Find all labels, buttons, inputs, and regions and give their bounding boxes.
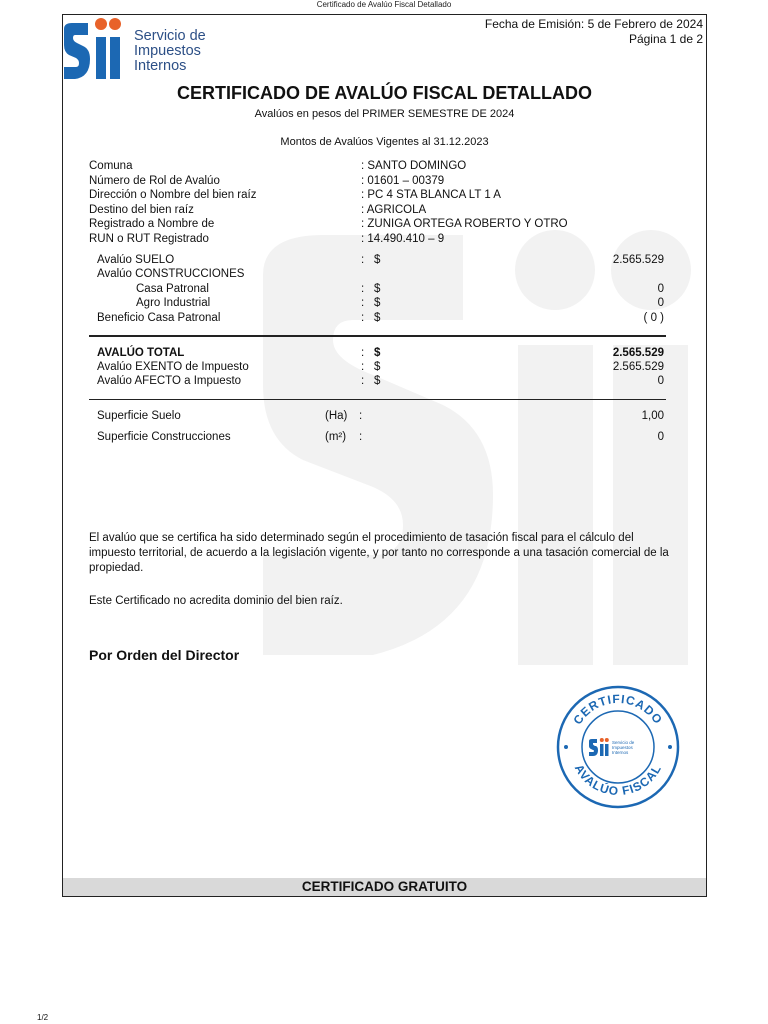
svg-text:AVALÚO FISCAL — [572, 762, 665, 798]
page-number: 1/2 — [37, 1013, 49, 1022]
stamp-inner-3: Internos — [612, 750, 629, 755]
certificate-title: CERTIFICADO DE AVALÚO FISCAL DETALLADO — [177, 83, 592, 103]
colon: : — [361, 254, 365, 266]
agro-industrial-value: 0 — [657, 297, 664, 309]
casa-patronal-label: Casa Patronal — [136, 283, 209, 295]
agro-industrial-label: Agro Industrial — [136, 297, 211, 309]
colon: : — [361, 312, 365, 324]
colon: : — [361, 297, 365, 309]
currency-sign: $ — [374, 283, 381, 295]
currency-sign: $ — [374, 347, 381, 359]
avaluo-suelo-value: 2.565.529 — [612, 254, 664, 266]
certificado-stamp — [556, 685, 680, 809]
por-orden-director: Por Orden del Director — [89, 647, 240, 663]
casa-patronal-value: 0 — [657, 283, 664, 295]
info-value-rut: : 14.490.410 – 9 — [361, 233, 445, 245]
page-indicator: Página 1 de 2 — [628, 32, 703, 46]
beneficio-casa-value: ( 0 ) — [643, 312, 664, 324]
colon: : — [361, 361, 365, 373]
montos-vigentes: Montos de Avalúos Vigentes al 31.12.2023 — [280, 136, 489, 148]
currency-sign: $ — [374, 254, 381, 266]
stamp-bottom-text: AVALÚO FISCAL — [571, 761, 665, 799]
currency-sign: $ — [374, 312, 381, 324]
avaluo-afecto-value: 0 — [657, 375, 664, 387]
stamp-top-text: CERTIFICADO — [570, 691, 666, 728]
info-value-rol: : 01601 – 00379 — [361, 174, 445, 187]
info-value-comuna: : SANTO DOMINGO — [361, 160, 467, 172]
superficie-constr-label: Superficie Construcciones — [97, 431, 231, 443]
info-value-registrado: : ZUNIGA ORTEGA ROBERTO Y OTRO — [361, 218, 568, 231]
superficie-suelo-value: 1,00 — [641, 410, 664, 422]
divider-total — [89, 335, 666, 337]
avaluo-construcciones-label: Avalúo CONSTRUCCIONES — [97, 268, 245, 280]
avaluo-exento-value: 2.565.529 — [612, 361, 664, 373]
info-value-destino: : AGRICOLA — [361, 203, 427, 216]
emission-info — [485, 17, 703, 47]
avaluo-total-label: AVALÚO TOTAL — [97, 347, 185, 359]
colon: : — [359, 431, 363, 443]
emission-date: Fecha de Emisión: 5 de Febrero de 2024 — [484, 17, 703, 31]
info-value-direccion: : PC 4 STA BLANCA LT 1 A — [361, 189, 501, 202]
colon: : — [361, 283, 365, 295]
avaluo-total-value: 2.565.529 — [612, 347, 664, 359]
colon: : — [361, 375, 365, 387]
info-label-comuna: Comuna — [89, 160, 133, 172]
logo-line-2: Impuestos — [134, 43, 201, 59]
superficie-suelo-label: Superficie Suelo — [97, 410, 181, 422]
colon: : — [361, 347, 365, 359]
divider-superficie — [89, 399, 666, 400]
certificate-subtitle: Avalúos en pesos del PRIMER SEMESTRE DE 2024 — [254, 108, 515, 120]
superficie-suelo-unit: (Ha) — [325, 410, 348, 422]
info-label-rut: RUN o RUT Registrado — [89, 233, 209, 245]
logo-line-1: Servicio de — [134, 28, 206, 44]
info-label-destino: Destino del bien raíz — [89, 203, 194, 216]
beneficio-casa-label: Beneficio Casa Patronal — [97, 312, 221, 324]
superficie-constr-value: 0 — [657, 431, 664, 443]
certificate-frame — [62, 14, 707, 897]
avaluo-suelo-label: Avalúo SUELO — [97, 254, 175, 266]
document-header-title: Certificado de Avalúo Fiscal Detallado — [316, 0, 452, 9]
logo-line-3: Internos — [134, 58, 187, 74]
avaluo-afecto-label: Avalúo AFECTO a Impuesto — [97, 375, 242, 387]
dominio-disclaimer: Este Certificado no acredita dominio del bien raíz. — [89, 595, 343, 607]
superficie-constr-unit: (m²) — [325, 431, 347, 443]
info-label-rol: Número de Rol de Avalúo — [89, 174, 220, 187]
currency-sign: $ — [374, 375, 381, 387]
currency-sign: $ — [374, 361, 381, 373]
avaluo-exento-label: Avalúo EXENTO de Impuesto — [97, 361, 249, 373]
stamp-inner-1: Servicio de — [612, 740, 635, 745]
stamp-inner-2: Impuestos — [612, 745, 633, 750]
stamp-sii-logo-icon — [589, 738, 609, 756]
certificado-gratuito-banner: CERTIFICADO GRATUITO — [63, 878, 706, 896]
legal-paragraph: El avalúo que se certifica ha sido determinado según el procedimiento de tasación fiscal para el cálculo del impuesto territorial, de acuerdo a la legislación vigente, y por tanto no corresponde a una tasación comercial de la propiedad. — [89, 532, 669, 574]
info-label-registrado: Registrado a Nombre de — [89, 218, 215, 231]
sii-logo-text — [134, 29, 206, 74]
info-label-direccion: Dirección o Nombre del bien raíz — [89, 189, 257, 202]
colon: : — [359, 410, 363, 422]
currency-sign: $ — [374, 297, 381, 309]
